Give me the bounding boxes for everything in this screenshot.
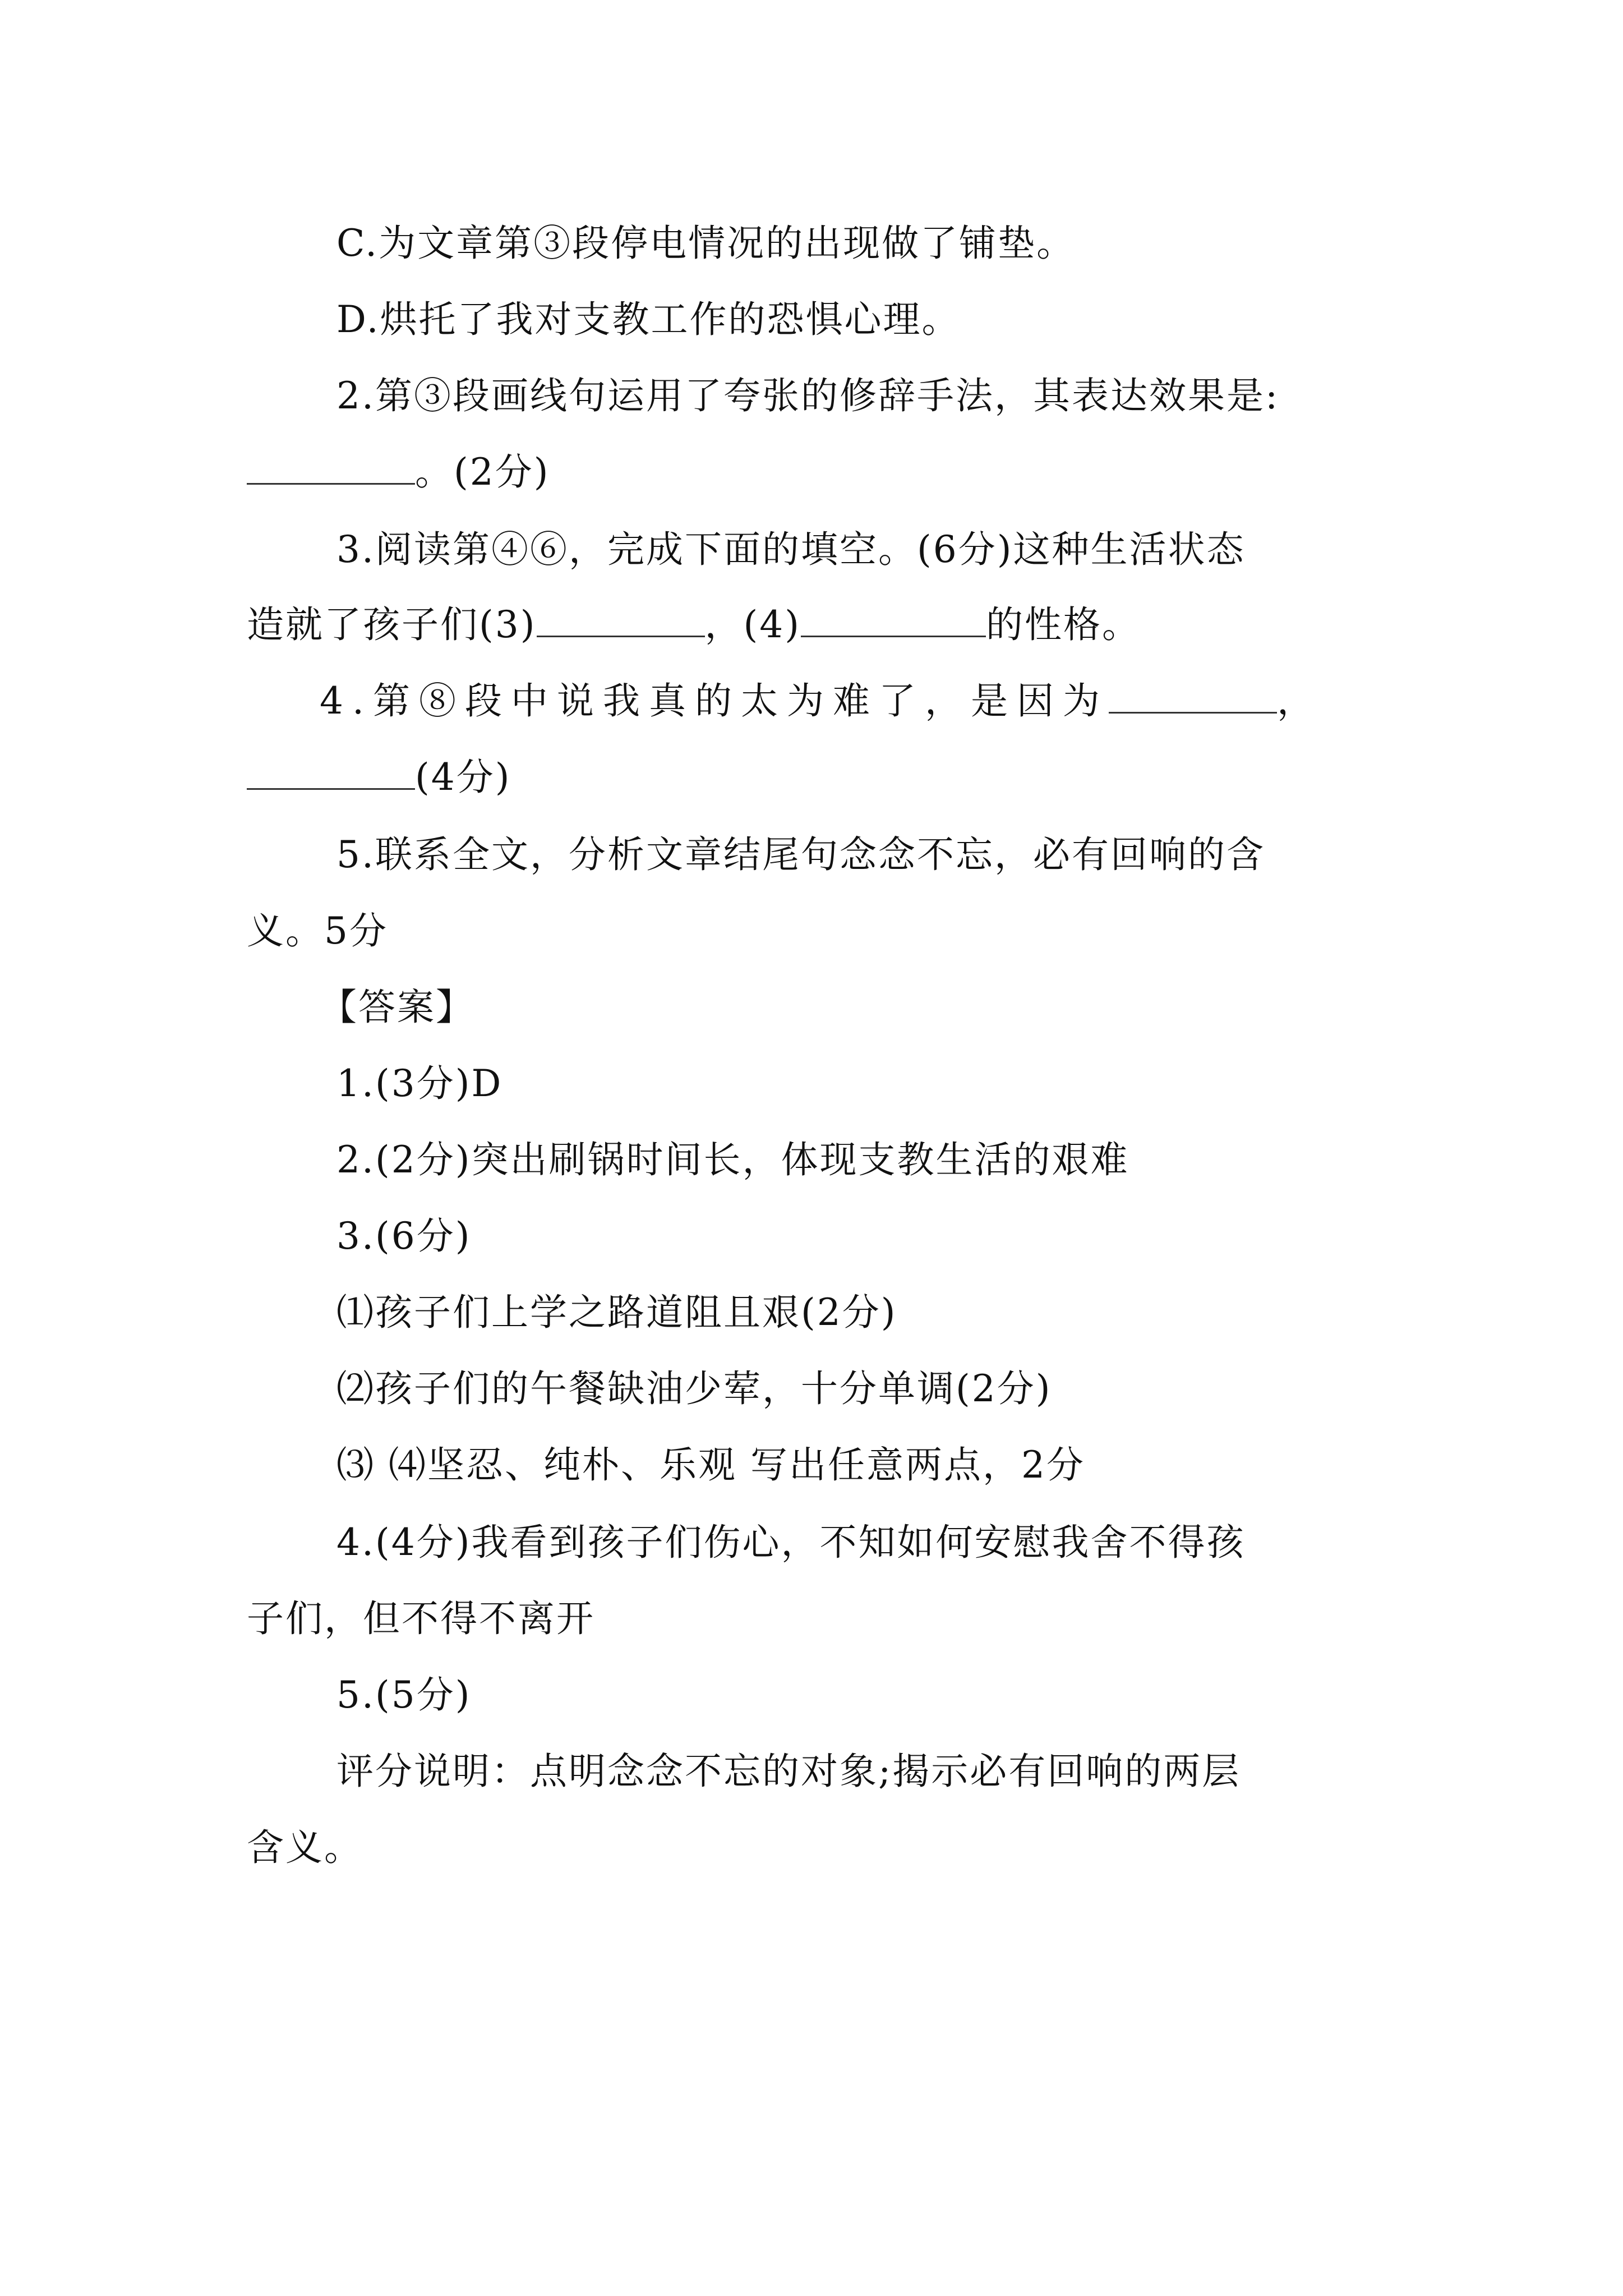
answer-3-item-1: ⑴孩子们上学之路道阻且艰(2分) <box>336 1291 897 1334</box>
question-3-line-2 <box>247 597 1391 653</box>
question-5-line-1: 5.联系全文，分析文章结尾句念念不忘，必有回响的含 <box>336 833 1265 876</box>
answer-blank <box>247 753 415 790</box>
question-3-text-b: ，(4) <box>704 603 801 646</box>
question-4-line-1 <box>320 673 1391 729</box>
answer-blank <box>1109 677 1277 714</box>
answer-3-item-3: ⑶ ⑷坚忍、纯朴、乐观 写出任意两点，2分 <box>336 1443 1085 1487</box>
answer-5: 5.(5分) <box>336 1673 472 1717</box>
answer-blank <box>247 448 415 485</box>
option-c: C.为文章第③段停电情况的出现做了铺垫。 <box>336 222 1076 265</box>
answer-blank <box>801 601 986 637</box>
answer-3: 3.(6分) <box>336 1214 472 1258</box>
scoring-note-line-1: 评分说明：点明念念不忘的对象;揭示必有回响的两层 <box>336 1750 1241 1793</box>
question-2-suffix: 。(2分) <box>415 450 550 494</box>
answer-1: 1.(3分)D <box>336 1062 503 1105</box>
answer-3-item-2: ⑵孩子们的午餐缺油少荤，十分单调(2分) <box>336 1367 1052 1410</box>
answer-4-line-2: 子们，但不得不离开 <box>247 1597 595 1640</box>
question-3-line-1: 3.阅读第④⑥，完成下面的填空。(6分)这种生活状态 <box>336 528 1246 571</box>
question-4-suffix: (4分) <box>415 756 511 799</box>
answer-2: 2.(2分)突出刷锅时间长，体现支教生活的艰难 <box>336 1138 1129 1181</box>
question-2-line-2 <box>247 444 1391 500</box>
answer-4-line-1: 4.(4分)我看到孩子们伤心，不知如何安慰我舍不得孩 <box>336 1521 1246 1564</box>
answer-heading: 【答案】 <box>320 986 474 1029</box>
question-5-line-2: 义。5分 <box>247 909 388 953</box>
scoring-note-line-2: 含义。 <box>247 1826 363 1869</box>
question-4-text-a: 4.第⑧段中说我真的太为难了，是因为 <box>320 679 1109 723</box>
option-d: D.烘托了我对支教工作的恐惧心理。 <box>336 298 961 341</box>
question-4-text-b: ， <box>1276 679 1323 723</box>
question-3-text-c: 的性格。 <box>986 603 1141 646</box>
answer-blank <box>537 601 705 637</box>
question-4-line-2 <box>247 749 1391 806</box>
question-2-line-1: 2.第③段画线句运用了夸张的修辞手法，其表达效果是: <box>336 374 1280 417</box>
question-3-text-a: 造就了孩子们(3) <box>247 603 537 646</box>
